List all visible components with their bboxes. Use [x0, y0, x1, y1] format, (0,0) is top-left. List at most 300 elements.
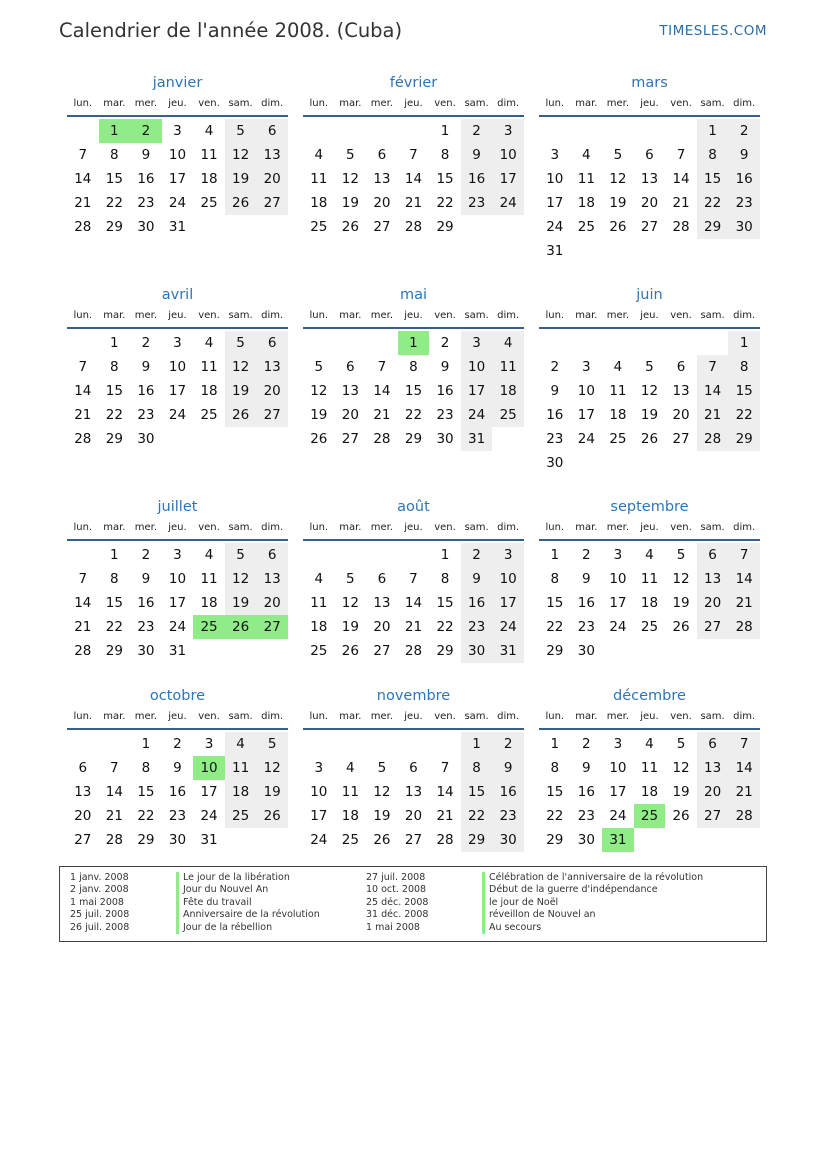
day-cell: 4: [582, 147, 591, 163]
month-block: [303, 71, 524, 239]
day-cell: 6: [409, 760, 418, 776]
day-cell: 18: [492, 379, 524, 403]
empty-cell: [335, 331, 367, 355]
weekday-label: lun.: [309, 98, 329, 109]
day-cell: 23: [137, 407, 155, 423]
day-cell: 30: [168, 832, 187, 848]
day-cell: 17: [461, 379, 493, 403]
weekday-label: lun.: [73, 310, 93, 321]
day-cell: 30: [728, 215, 760, 239]
day-cell: 25: [492, 403, 524, 427]
weekday-label: jeu.: [404, 310, 423, 321]
day-cell: 14: [105, 784, 123, 800]
month-block: [67, 495, 288, 663]
weekday-label: dim.: [733, 711, 756, 722]
day-cell: 26: [341, 643, 359, 659]
day-cell: 12: [373, 784, 391, 800]
weekday-label: ven.: [670, 310, 692, 321]
day-cell: 17: [168, 383, 187, 399]
day-cell: 4: [204, 123, 214, 139]
day-cell: 4: [314, 147, 324, 163]
day-cell: 14: [74, 171, 92, 187]
day-cell: 24: [168, 407, 187, 423]
day-grid: [539, 732, 760, 852]
empty-cell: [634, 119, 666, 143]
day-cell: 18: [640, 784, 659, 800]
day-cell: 12: [225, 355, 257, 379]
day-cell: 8: [728, 355, 760, 379]
day-cell: 5: [613, 147, 623, 163]
day-grid: [539, 543, 760, 663]
empty-cell: [398, 732, 430, 756]
day-grid: [303, 732, 524, 852]
day-cell: 12: [310, 383, 328, 399]
day-cell: 13: [256, 355, 288, 379]
day-cell: 9: [141, 147, 151, 163]
day-cell: 14: [436, 784, 454, 800]
day-cell: 2: [582, 547, 591, 563]
day-cell: 6: [676, 359, 686, 375]
day-cell: 6: [256, 543, 288, 567]
day-cell: 15: [105, 383, 123, 399]
holiday-day-cell: 25: [634, 804, 666, 828]
day-cell: 9: [141, 571, 151, 587]
day-cell: 13: [256, 143, 288, 167]
empty-cell: [303, 543, 335, 567]
day-cell: 26: [256, 804, 288, 828]
day-grid: [539, 331, 760, 475]
day-cell: 24: [310, 832, 328, 848]
day-cell: 19: [373, 808, 391, 824]
day-cell: 26: [341, 219, 359, 235]
day-cell: 19: [225, 591, 257, 615]
empty-cell: [67, 119, 99, 143]
day-cell: 25: [640, 619, 659, 635]
day-cell: 24: [609, 808, 627, 824]
day-cell: 5: [225, 119, 257, 143]
day-cell: 3: [492, 119, 524, 143]
day-cell: 7: [728, 732, 760, 756]
weekday-label: sam.: [228, 522, 253, 533]
day-cell: 23: [577, 808, 595, 824]
day-cell: 28: [404, 643, 423, 659]
day-cell: 20: [697, 780, 729, 804]
day-cell: 23: [492, 804, 524, 828]
day-cell: 14: [728, 756, 760, 780]
day-cell: 13: [672, 383, 690, 399]
day-cell: 9: [582, 571, 591, 587]
empty-cell: [697, 331, 729, 355]
day-cell: 7: [440, 760, 450, 776]
day-cell: 12: [672, 760, 690, 776]
day-cell: 21: [404, 619, 423, 635]
legend-holiday-name: réveillon de Nouvel an: [482, 909, 703, 921]
weekday-label: mer.: [606, 98, 630, 109]
day-cell: 18: [640, 595, 659, 611]
day-cell: 4: [314, 571, 324, 587]
month-title: septembre: [610, 499, 689, 515]
month-block: [303, 283, 524, 451]
day-grid: [303, 119, 524, 239]
weekday-label: ven.: [198, 98, 220, 109]
weekday-label: mar.: [575, 711, 598, 722]
empty-cell: [571, 331, 603, 355]
weekday-label: mar.: [103, 711, 126, 722]
empty-cell: [67, 732, 99, 756]
day-cell: 12: [341, 171, 359, 187]
day-cell: 5: [256, 732, 288, 756]
legend-date: 25 juil. 2008: [70, 909, 130, 921]
day-cell: 7: [78, 147, 88, 163]
empty-cell: [303, 732, 335, 756]
weekday-header: [67, 95, 288, 117]
day-cell: 30: [137, 219, 155, 235]
day-cell: 27: [256, 191, 288, 215]
day-cell: 11: [640, 571, 659, 587]
weekday-label: mer.: [134, 522, 158, 533]
day-cell: 3: [492, 543, 524, 567]
day-cell: 14: [672, 171, 690, 187]
day-cell: 1: [697, 119, 729, 143]
day-cell: 30: [436, 431, 454, 447]
day-cell: 24: [168, 619, 187, 635]
weekday-label: dim.: [733, 98, 756, 109]
month-title: novembre: [376, 688, 451, 704]
day-cell: 14: [697, 379, 729, 403]
day-cell: 8: [440, 147, 450, 163]
weekday-label: mer.: [606, 310, 630, 321]
day-cell: 8: [550, 571, 560, 587]
day-cell: 12: [225, 143, 257, 167]
weekday-label: dim.: [497, 711, 520, 722]
day-cell: 18: [310, 619, 328, 635]
day-cell: 15: [546, 784, 564, 800]
weekday-header: [303, 708, 524, 730]
day-cell: 21: [74, 195, 92, 211]
day-cell: 17: [168, 171, 187, 187]
holiday-day-cell: 2: [130, 119, 162, 143]
day-cell: 11: [200, 571, 218, 587]
day-cell: 4: [225, 732, 257, 756]
day-cell: 2: [173, 736, 182, 752]
day-cell: 14: [74, 383, 92, 399]
holiday-day-cell: 10: [193, 756, 225, 780]
day-cell: 3: [204, 736, 214, 752]
month-title: mai: [399, 287, 428, 303]
day-cell: 9: [141, 359, 151, 375]
day-cell: 5: [346, 571, 355, 587]
day-cell: 19: [672, 784, 690, 800]
day-cell: 17: [609, 784, 627, 800]
weekday-label: mer.: [370, 522, 394, 533]
day-cell: 9: [461, 567, 493, 591]
day-cell: 1: [141, 736, 151, 752]
day-cell: 21: [105, 808, 123, 824]
empty-cell: [366, 331, 398, 355]
day-cell: 7: [110, 760, 119, 776]
month-block: [539, 495, 760, 663]
day-cell: 15: [105, 171, 123, 187]
weekday-label: jeu.: [640, 711, 659, 722]
day-cell: 17: [168, 595, 187, 611]
day-cell: 13: [373, 595, 391, 611]
day-cell: 30: [546, 455, 564, 471]
day-cell: 21: [404, 195, 423, 211]
weekday-label: sam.: [464, 98, 489, 109]
day-grid: [539, 119, 760, 263]
legend-holiday-name: Fête du travail: [176, 897, 320, 909]
day-grid: [67, 119, 288, 239]
day-cell: 31: [168, 219, 187, 235]
legend-holiday-name: Célébration de l'anniversaire de la révolution: [482, 872, 703, 884]
day-cell: 22: [105, 195, 123, 211]
day-cell: 14: [404, 595, 423, 611]
day-cell: 21: [74, 619, 92, 635]
weekday-label: lun.: [545, 98, 565, 109]
day-cell: 10: [609, 760, 627, 776]
holiday-day-cell: 27: [256, 615, 288, 639]
day-cell: 24: [461, 403, 493, 427]
weekday-label: sam.: [464, 711, 489, 722]
weekday-header: [539, 708, 760, 730]
day-cell: 21: [728, 591, 760, 615]
weekday-label: ven.: [434, 310, 456, 321]
day-cell: 25: [341, 832, 359, 848]
weekday-label: lun.: [545, 711, 565, 722]
day-cell: 22: [436, 195, 454, 211]
day-cell: 29: [461, 828, 493, 852]
weekday-label: dim.: [733, 522, 756, 533]
day-cell: 20: [256, 591, 288, 615]
day-cell: 6: [697, 543, 729, 567]
day-cell: 2: [728, 119, 760, 143]
day-cell: 15: [697, 167, 729, 191]
weekday-label: sam.: [228, 711, 253, 722]
day-cell: 5: [346, 147, 355, 163]
day-cell: 8: [141, 760, 151, 776]
weekday-label: sam.: [228, 310, 253, 321]
day-cell: 6: [645, 147, 654, 163]
weekday-label: mer.: [134, 711, 158, 722]
day-cell: 3: [582, 359, 591, 375]
holiday-day-cell: 26: [225, 615, 257, 639]
day-cell: 20: [256, 167, 288, 191]
day-cell: 16: [436, 383, 454, 399]
empty-cell: [366, 732, 398, 756]
empty-cell: [602, 331, 634, 355]
day-cell: 7: [728, 543, 760, 567]
weekday-label: jeu.: [168, 522, 187, 533]
day-cell: 28: [404, 219, 423, 235]
month-title: janvier: [152, 75, 203, 91]
day-cell: 11: [640, 760, 659, 776]
day-cell: 31: [492, 639, 524, 663]
day-cell: 24: [546, 219, 564, 235]
day-cell: 7: [78, 359, 88, 375]
legend-holiday-name: Début de la guerre d'indépendance: [482, 884, 703, 896]
weekday-label: sam.: [700, 522, 725, 533]
day-cell: 28: [436, 832, 454, 848]
day-cell: 23: [461, 191, 493, 215]
day-cell: 1: [440, 547, 450, 563]
day-cell: 28: [74, 431, 92, 447]
empty-cell: [665, 331, 697, 355]
empty-cell: [67, 543, 99, 567]
empty-cell: [571, 119, 603, 143]
day-cell: 3: [550, 147, 560, 163]
day-cell: 15: [105, 595, 123, 611]
day-cell: 28: [373, 431, 391, 447]
day-cell: 27: [341, 431, 359, 447]
day-cell: 18: [200, 171, 218, 187]
day-cell: 10: [168, 147, 187, 163]
weekday-label: ven.: [434, 98, 456, 109]
weekday-label: lun.: [73, 522, 93, 533]
holiday-day-cell: 1: [99, 119, 131, 143]
day-cell: 16: [577, 595, 595, 611]
empty-cell: [303, 331, 335, 355]
day-cell: 4: [204, 547, 214, 563]
day-cell: 3: [173, 335, 182, 351]
day-cell: 29: [697, 215, 729, 239]
legend-date: 25 déc. 2008: [366, 896, 429, 908]
month-block: [539, 684, 760, 852]
month-title: mars: [631, 75, 668, 91]
day-cell: 27: [697, 615, 729, 639]
day-cell: 11: [200, 359, 218, 375]
day-cell: 3: [314, 760, 324, 776]
weekday-label: jeu.: [404, 98, 423, 109]
day-cell: 12: [609, 171, 627, 187]
day-cell: 22: [697, 191, 729, 215]
day-cell: 9: [582, 760, 591, 776]
weekday-label: ven.: [670, 98, 692, 109]
day-cell: 20: [341, 407, 359, 423]
day-cell: 1: [550, 736, 560, 752]
day-cell: 18: [310, 195, 328, 211]
empty-cell: [602, 119, 634, 143]
day-cell: 29: [137, 832, 155, 848]
day-cell: 15: [137, 784, 155, 800]
day-cell: 20: [697, 591, 729, 615]
day-cell: 1: [728, 331, 760, 355]
day-cell: 30: [461, 639, 493, 663]
day-cell: 19: [256, 780, 288, 804]
legend-date: 31 déc. 2008: [366, 909, 429, 921]
day-cell: 25: [577, 219, 595, 235]
day-cell: 18: [341, 808, 359, 824]
month-block: [67, 71, 288, 239]
day-cell: 8: [409, 359, 418, 375]
empty-cell: [398, 543, 430, 567]
day-cell: 16: [137, 383, 155, 399]
month-title: juin: [636, 287, 663, 303]
legend-date: 1 mai 2008: [366, 921, 420, 933]
page-title: Calendrier de l'année 2008. (Cuba): [59, 19, 403, 42]
weekday-label: mer.: [370, 310, 394, 321]
weekday-label: mar.: [103, 310, 126, 321]
day-cell: 24: [492, 191, 524, 215]
day-cell: 19: [341, 195, 359, 211]
empty-cell: [67, 331, 99, 355]
day-cell: 24: [577, 431, 595, 447]
empty-cell: [335, 119, 367, 143]
day-cell: 28: [74, 643, 92, 659]
day-cell: 3: [613, 736, 623, 752]
day-cell: 23: [436, 407, 454, 423]
weekday-label: ven.: [434, 522, 456, 533]
day-cell: 23: [577, 619, 595, 635]
day-cell: 7: [377, 359, 387, 375]
weekday-label: jeu.: [168, 310, 187, 321]
month-title: décembre: [613, 688, 686, 704]
day-cell: 27: [256, 403, 288, 427]
legend-date: 27 juil. 2008: [366, 872, 426, 883]
day-cell: 31: [200, 832, 218, 848]
weekday-label: sam.: [464, 310, 489, 321]
empty-cell: [539, 331, 571, 355]
month-block: [67, 684, 288, 852]
weekday-header: [303, 307, 524, 329]
empty-cell: [398, 119, 430, 143]
legend-names-col-1: [176, 872, 320, 934]
day-cell: 6: [377, 571, 387, 587]
day-cell: 12: [256, 756, 288, 780]
day-cell: 2: [141, 335, 151, 351]
day-cell: 29: [436, 219, 454, 235]
day-cell: 1: [461, 732, 493, 756]
weekday-label: mer.: [370, 711, 394, 722]
day-cell: 1: [550, 547, 560, 563]
day-cell: 10: [609, 571, 627, 587]
weekday-label: lun.: [309, 310, 329, 321]
day-cell: 6: [697, 732, 729, 756]
day-cell: 15: [461, 780, 493, 804]
day-cell: 23: [168, 808, 187, 824]
day-cell: 10: [546, 171, 564, 187]
day-cell: 9: [492, 756, 524, 780]
day-cell: 4: [492, 331, 524, 355]
day-cell: 22: [105, 619, 123, 635]
weekday-header: [303, 519, 524, 541]
day-cell: 1: [110, 547, 119, 563]
day-cell: 7: [409, 571, 418, 587]
day-cell: 21: [74, 407, 92, 423]
empty-cell: [99, 732, 131, 756]
day-cell: 31: [461, 427, 493, 451]
day-cell: 7: [676, 147, 686, 163]
day-cell: 6: [346, 359, 355, 375]
day-cell: 18: [225, 780, 257, 804]
site-logo[interactable]: TIMESLES.COM: [659, 23, 767, 39]
legend-holiday-name: Jour de la rébellion: [176, 922, 320, 934]
day-cell: 26: [640, 431, 659, 447]
day-cell: 22: [137, 808, 155, 824]
day-cell: 8: [110, 571, 119, 587]
day-cell: 19: [640, 407, 659, 423]
empty-cell: [303, 119, 335, 143]
day-cell: 9: [550, 383, 560, 399]
day-cell: 20: [74, 808, 92, 824]
weekday-label: dim.: [261, 711, 284, 722]
day-cell: 18: [200, 383, 218, 399]
day-cell: 28: [74, 219, 92, 235]
day-cell: 11: [577, 171, 595, 187]
weekday-label: jeu.: [640, 98, 659, 109]
weekday-label: mar.: [575, 310, 598, 321]
weekday-header: [539, 519, 760, 541]
day-cell: 5: [676, 547, 686, 563]
